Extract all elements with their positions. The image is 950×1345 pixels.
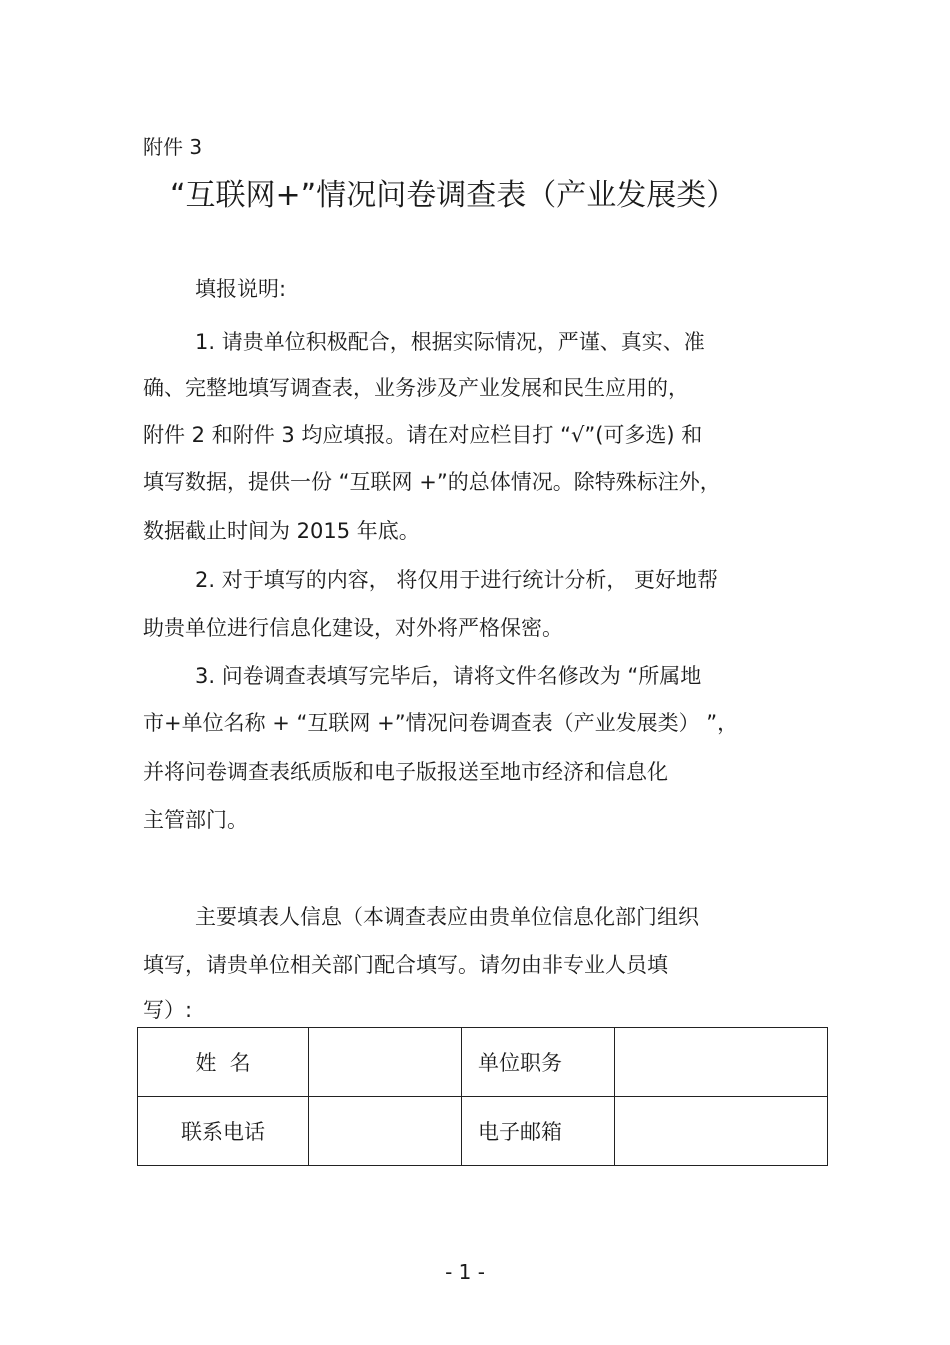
email-label: 电子邮箱 — [462, 1097, 615, 1166]
phone-label: 联系电话 — [138, 1097, 309, 1166]
instruction-line: 数据截止时间为 2015 年底。 — [143, 519, 420, 543]
filler-intro-line: 写）: — [143, 998, 193, 1022]
position-label: 单位职务 — [462, 1028, 615, 1097]
instruction-line: 并将问卷调查表纸质版和电子版报送至地市经济和信息化 — [143, 760, 668, 784]
instruction-line: 确、完整地填写调查表，业务涉及产业发展和民生应用的， — [143, 376, 689, 400]
email-field[interactable] — [615, 1097, 828, 1166]
phone-field[interactable] — [309, 1097, 462, 1166]
filler-info-table — [137, 1027, 828, 1166]
instructions-heading: 填报说明: — [195, 277, 287, 301]
position-field[interactable] — [615, 1028, 828, 1097]
attachment-label: 附件 3 — [143, 135, 203, 159]
table-row — [138, 1097, 828, 1166]
filler-intro-line: 主要填表人信息（本调查表应由贵单位信息化部门组织 — [195, 905, 699, 929]
instruction-line: 市+单位名称 + “互联网 +”情况问卷调查表（产业发展类） ”， — [143, 711, 739, 735]
instruction-line: 2. 对于填写的内容， 将仅用于进行统计分析， 更好地帮 — [195, 568, 719, 592]
filler-intro-line: 填写，请贵单位相关部门配合填写。请勿由非专业人员填 — [143, 953, 668, 977]
instruction-line: 附件 2 和附件 3 均应填报。请在对应栏目打 “√”(可多选) 和 — [143, 423, 703, 447]
table-row — [138, 1028, 828, 1097]
page-number: - 1 - — [445, 1260, 485, 1284]
instruction-line: 助贵单位进行信息化建设，对外将严格保密。 — [143, 616, 563, 640]
instruction-line: 主管部门。 — [143, 808, 248, 832]
instruction-line: 3. 问卷调查表填写完毕后，请将文件名修改为 “所属地 — [195, 664, 702, 688]
document-title: “互联网+”情况问卷调查表（产业发展类） — [170, 178, 737, 213]
instruction-line: 填写数据，提供一份 “互联网 +”的总体情况。除特殊标注外， — [143, 470, 721, 494]
name-label: 姓 名 — [138, 1028, 309, 1097]
instruction-line: 1. 请贵单位积极配合，根据实际情况，严谨、真实、准 — [195, 330, 705, 354]
name-field[interactable] — [309, 1028, 462, 1097]
